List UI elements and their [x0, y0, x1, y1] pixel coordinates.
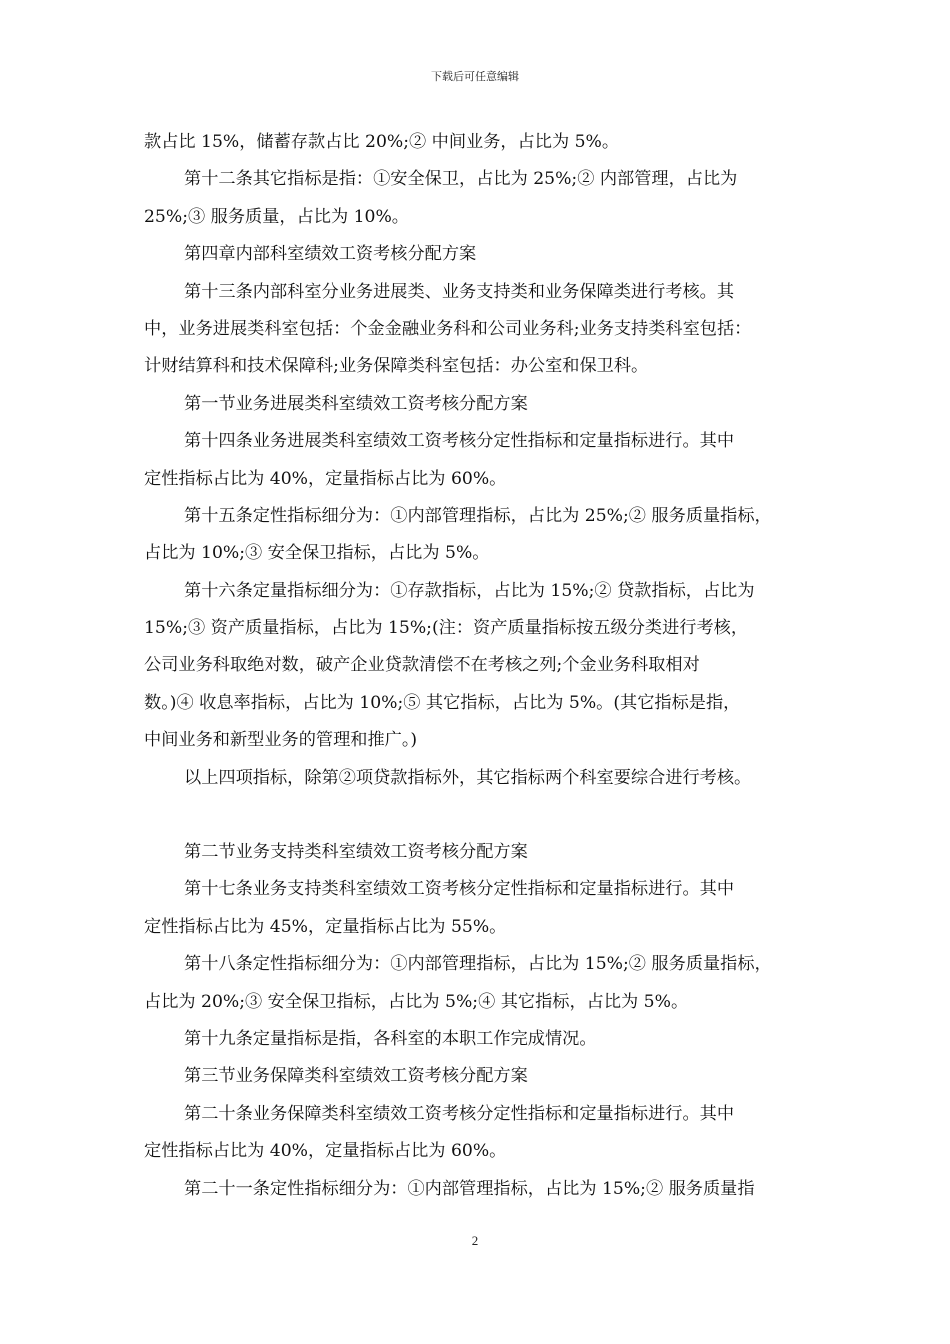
text-line: 中，业务进展类科室包括：个金金融业务科和公司业务科;业务支持类科室包括：	[144, 318, 752, 339]
text-line: 第二十条业务保障类科室绩效工资考核分定性指标和定量指标进行。其中	[184, 1103, 735, 1124]
text-line: 以上四项指标，除第②项贷款指标外，其它指标两个科室要综合进行考核。	[184, 767, 752, 788]
text-line: 占比为 20%;③ 安全保卫指标，占比为 5%;④ 其它指标，占比为 5%。	[144, 991, 689, 1012]
text-line: 计财结算科和技术保障科;业务保障类科室包括：办公室和保卫科。	[144, 356, 649, 377]
text-line: 第十七条业务支持类科室绩效工资考核分定性指标和定量指标进行。其中	[184, 879, 735, 900]
text-line: 第十三条内部科室分业务进展类、业务支持类和业务保障类进行考核。其	[184, 281, 735, 302]
section-heading: 第三节业务保障类科室绩效工资考核分配方案	[184, 1066, 528, 1087]
text-line: 中间业务和新型业务的管理和推广。)	[144, 730, 418, 751]
text-line: 公司业务科取绝对数，破产企业贷款清偿不在考核之列;个金业务科取相对	[144, 655, 700, 676]
text-line: 第二十一条定性指标细分为：①内部管理指标，占比为 15%;② 服务质量指	[184, 1178, 755, 1199]
text-line: 数。)④ 收息率指标，占比为 10%;⑤ 其它指标，占比为 5%。(其它指标是指，	[144, 692, 741, 713]
page-header: 下载后可任意编辑	[431, 70, 519, 83]
section-heading: 第二节业务支持类科室绩效工资考核分配方案	[184, 842, 528, 863]
section-heading: 第一节业务进展类科室绩效工资考核分配方案	[184, 393, 528, 414]
text-line: 第十四条业务进展类科室绩效工资考核分定性指标和定量指标进行。其中	[184, 431, 735, 452]
text-line: 款占比 15%，储蓄存款占比 20%;② 中间业务，占比为 5%。	[144, 132, 620, 152]
text-line: 25%;③ 服务质量，占比为 10%。	[144, 206, 409, 227]
page-number: 2	[471, 1233, 479, 1248]
text-line: 占比为 10%;③ 安全保卫指标，占比为 5%。	[144, 543, 490, 564]
text-line: 第十九条定量指标是指，各科室的本职工作完成情况。	[184, 1028, 597, 1049]
text-line: 第十五条定性指标细分为：①内部管理指标，占比为 25%;② 服务质量指标，	[184, 505, 772, 526]
text-line: 定性指标占比为 40%，定量指标占比为 60%。	[144, 468, 507, 489]
text-line: 第十八条定性指标细分为：①内部管理指标，占比为 15%;② 服务质量指标，	[184, 954, 772, 975]
text-line: 第十六条定量指标细分为：①存款指标，占比为 15%;② 贷款指标，占比为	[184, 580, 755, 601]
text-line: 第十二条其它指标是指：①安全保卫，占比为 25%;② 内部管理，占比为	[184, 169, 738, 190]
text-line: 15%;③ 资产质量指标，占比为 15%;(注：资产质量指标按五级分类进行考核，	[144, 618, 749, 639]
paragraph-gap	[144, 797, 824, 834]
text-line: 定性指标占比为 40%，定量指标占比为 60%。	[144, 1141, 507, 1162]
text-line: 定性指标占比为 45%，定量指标占比为 55%。	[144, 916, 507, 937]
chapter-heading: 第四章内部科室绩效工资考核分配方案	[184, 244, 477, 265]
document-body	[144, 124, 824, 1208]
